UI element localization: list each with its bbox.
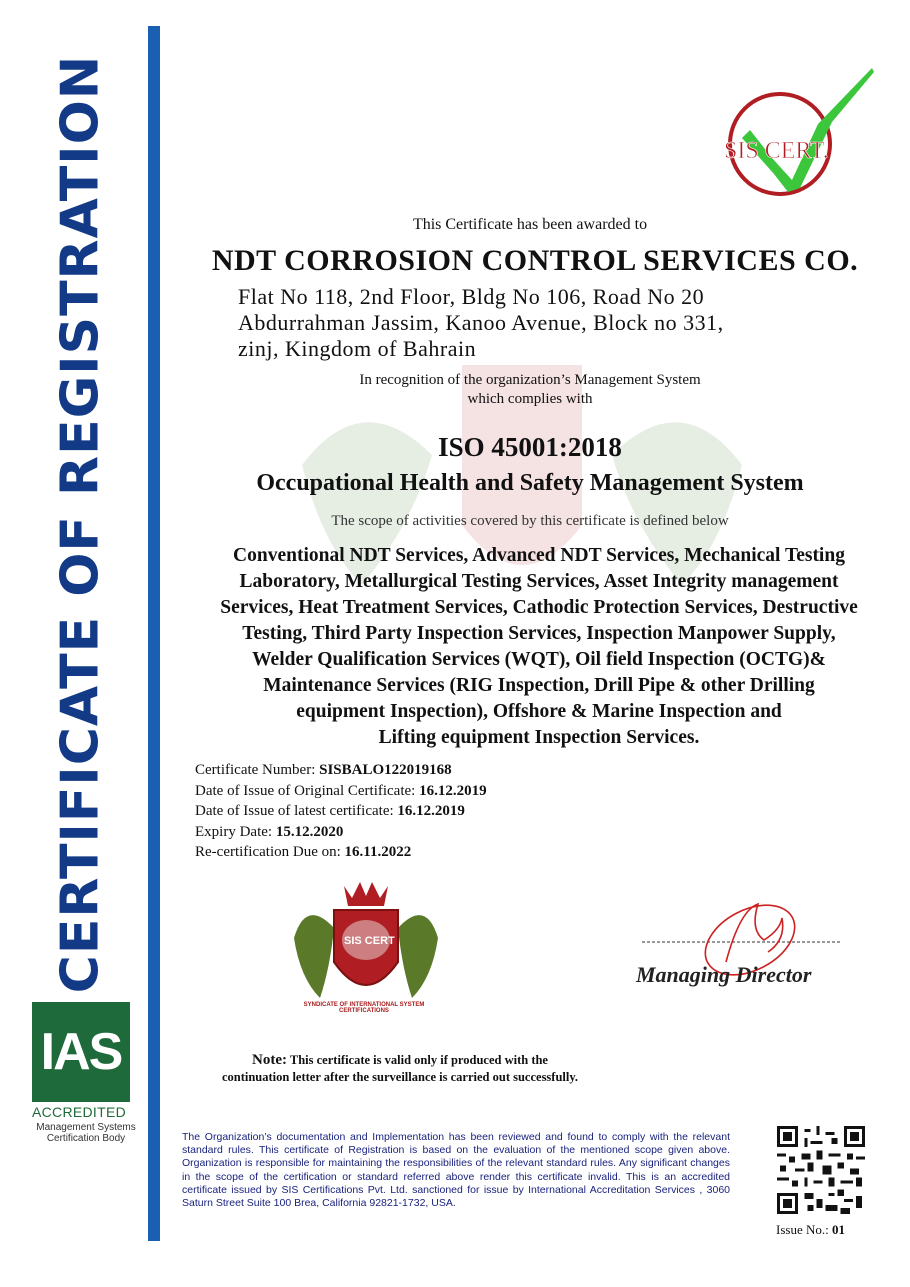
- scope-line: Welder Qualification Services (WQT), Oil field Inspection (OCTG)&: [252, 649, 826, 670]
- seal-caption: SYNDICATE OF INTERNATIONAL SYSTEM CERTIFICATIONS: [303, 1002, 425, 1014]
- certificate-number: SISBALO122019168: [319, 762, 452, 778]
- scope-line: Laboratory, Metallurgical Testing Services, Asset Integrity management: [239, 571, 839, 592]
- ias-accredited: ACCREDITED: [32, 1104, 127, 1120]
- scope-line: equipment Inspection), Offshore & Marine Inspection and: [296, 701, 782, 722]
- fine-print: The Organization’s documentation and Implementation has been reviewed and found to comply with the relevant standard rules. This certificate of Registration is based on the evaluation of the mentioned scope given above. Organization is responsible for maintaining the responsibilities of the relevant standard rules. Any significant changes in the scope of the certification or standard referred above render this certificate invalid. This is an accredited certificate issued by SIS Certifications Pvt. Ltd. sanctioned for issue by International Accreditation Services , 3060 Saturn Street Suite 100 Brea, California 92821-1732, USA.: [182, 1131, 730, 1210]
- scope-intro: The scope of activities covered by this certificate is defined below: [331, 513, 729, 529]
- recognition-line: In recognition of the organization’s Management System: [359, 372, 701, 388]
- company-name: NDT CORROSION CONTROL SERVICES CO.: [211, 244, 859, 277]
- sis-cert-seal: [286, 878, 446, 1013]
- ias-subtitle: Management Systems Certification Body: [36, 1122, 136, 1144]
- scope-line: Lifting equipment Inspection Services.: [378, 727, 700, 748]
- note-line-1: This certificate is valid only if produced with the: [286, 1053, 548, 1067]
- company-address: [238, 284, 724, 362]
- note-line-2: continuation letter after the surveillance is carried out successfully.: [221, 1070, 579, 1084]
- side-title: [50, 54, 110, 994]
- latest-issue-date: 16.12.2019: [397, 803, 465, 819]
- recognition-text: [170, 371, 890, 409]
- address-line: Flat No 118, 2nd Floor, Bldg No 106, Road No 20: [238, 284, 705, 309]
- system-name: Occupational Health and Safety Management System: [256, 470, 804, 496]
- sis-cert-logo: [722, 62, 882, 202]
- awarded-line: This Certificate has been awarded to: [412, 216, 648, 233]
- qr-code-icon: [777, 1126, 865, 1214]
- latest-issue-row: Date of Issue of latest certificate: 16.12.2019: [195, 803, 465, 819]
- scope-line: Services, Heat Treatment Services, Cathodic Protection Services, Destructive: [220, 597, 858, 618]
- validity-note: [170, 1052, 630, 1086]
- vertical-divider: [148, 26, 160, 1241]
- logo-text: SIS CERT.: [724, 138, 829, 164]
- scope-line: Maintenance Services (RIG Inspection, Drill Pipe & other Drilling: [263, 675, 815, 696]
- certificate-number-row: Certificate Number: SISBALO122019168: [195, 762, 452, 778]
- note-label: Note:: [252, 1052, 287, 1068]
- recertification-date: 16.11.2022: [344, 844, 412, 860]
- scope-line: Conventional NDT Services, Advanced NDT Services, Mechanical Testing: [233, 545, 845, 566]
- seal-text: SIS CERT: [344, 935, 395, 947]
- issue-number: Issue No.: 01: [776, 1222, 845, 1237]
- recognition-line: which complies with: [467, 391, 593, 407]
- signatory-title: Managing Director: [636, 962, 812, 987]
- scope-of-activities: [168, 543, 910, 751]
- scope-line: Testing, Third Party Inspection Services, Inspection Manpower Supply,: [242, 623, 836, 644]
- expiry-date: 15.12.2020: [275, 823, 344, 840]
- side-title-text: CERTIFICATE OF REGISTRATION: [50, 54, 110, 994]
- original-issue-date: 16.12.2019: [419, 782, 487, 799]
- standard-number: ISO 45001:2018: [438, 432, 622, 462]
- expiry-row: Expiry Date: 15.12.2020: [195, 823, 344, 840]
- address-line: zinj, Kingdom of Bahrain: [238, 336, 477, 361]
- original-issue-row: Date of Issue of Original Certificate: 16.12.2019: [195, 782, 487, 799]
- certificate-details: [195, 760, 487, 863]
- ias-logo: IAS: [32, 1002, 130, 1102]
- address-line: Abdurrahman Jassim, Kanoo Avenue, Block no 331,: [238, 310, 724, 335]
- recertification-row: Re-certification Due on: 16.11.2022: [195, 844, 412, 860]
